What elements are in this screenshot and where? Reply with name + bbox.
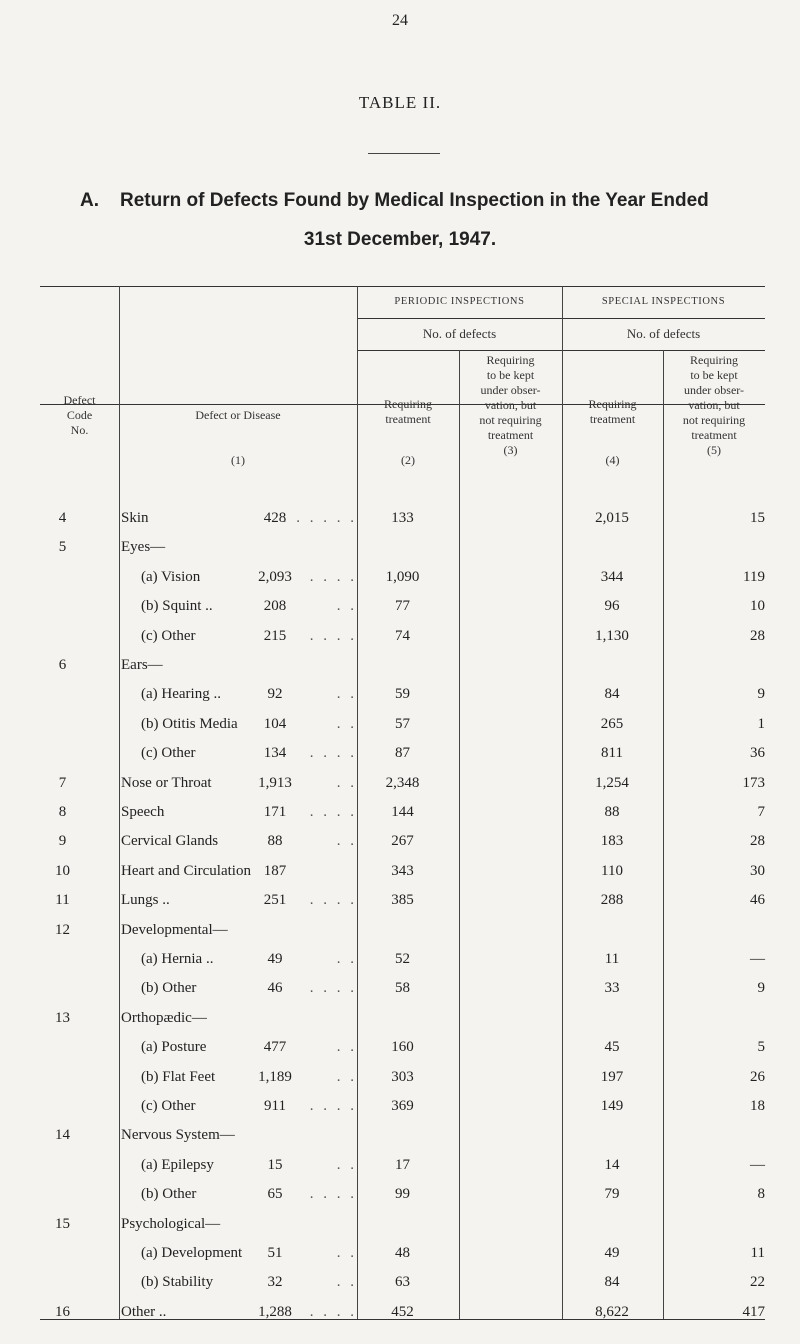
header-observation-periodic xyxy=(459,353,562,458)
special-requiring-treatment: 2,015 xyxy=(595,510,629,526)
defect-name: Cervical Glands xyxy=(121,833,219,849)
periodic-requiring-treatment: 46 xyxy=(267,980,283,996)
special-under-observation: 26 xyxy=(750,1069,765,1085)
defect-name: (c) Other xyxy=(141,628,196,644)
periodic-under-observation: 77 xyxy=(395,598,410,614)
defect-name: (a) Epilepsy xyxy=(141,1157,214,1173)
leader-dots: . . xyxy=(336,775,357,791)
special-requiring-treatment: 84 xyxy=(604,1274,620,1290)
table-row xyxy=(40,1271,765,1294)
header-col-4: (4) xyxy=(605,453,620,467)
defect-name: Eyes— xyxy=(121,539,166,555)
special-requiring-treatment: 49 xyxy=(604,1245,620,1261)
special-requiring-treatment: 84 xyxy=(604,686,620,702)
leader-dots: . . . . . . xyxy=(282,510,357,526)
defect-name: (c) Other xyxy=(141,745,196,761)
special-requiring-treatment: 8,622 xyxy=(595,1304,629,1320)
special-under-observation: 173 xyxy=(742,775,765,791)
table-row xyxy=(40,713,765,736)
special-requiring-treatment: 88 xyxy=(604,804,620,820)
header-col-5: (5) xyxy=(707,443,721,457)
special-under-observation: — xyxy=(750,1157,765,1173)
special-requiring-treatment: 1,254 xyxy=(595,775,629,791)
periodic-under-observation: 267 xyxy=(391,833,414,849)
periodic-under-observation: 48 xyxy=(395,1245,410,1261)
periodic-requiring-treatment: 1,189 xyxy=(258,1069,292,1085)
leader-dots: . . . . xyxy=(309,980,357,996)
table-row xyxy=(40,742,765,765)
defect-name: (a) Vision xyxy=(141,569,201,585)
page-number: 24 xyxy=(392,12,408,29)
header-line: No. xyxy=(70,423,89,437)
leader-dots: . . . . xyxy=(309,1098,357,1114)
special-under-observation: 10 xyxy=(750,598,765,614)
header-col-1: (1) xyxy=(231,453,245,467)
special-under-observation: 5 xyxy=(757,1039,765,1055)
defect-name: (c) Other xyxy=(141,1098,196,1114)
defect-code: 13 xyxy=(55,1010,70,1026)
header-line: vation, but xyxy=(688,398,740,412)
special-under-observation: 46 xyxy=(750,892,765,908)
leader-dots: . . xyxy=(336,716,357,732)
defect-code: 11 xyxy=(55,892,70,908)
table-row xyxy=(40,1183,765,1206)
table-row xyxy=(40,1154,765,1177)
table-row xyxy=(40,889,765,912)
leader-dots: . . xyxy=(336,1069,357,1085)
defect-code: 14 xyxy=(55,1127,70,1143)
table-row xyxy=(40,772,765,795)
periodic-under-observation: 63 xyxy=(395,1274,410,1290)
table-row xyxy=(40,1036,765,1059)
title-divider xyxy=(368,153,440,154)
periodic-under-observation: 385 xyxy=(391,892,414,908)
periodic-requiring-treatment: 1,288 xyxy=(258,1304,292,1320)
table-row xyxy=(40,507,765,530)
periodic-under-observation: 74 xyxy=(395,628,410,644)
header-special-inspections: SPECIAL INSPECTIONS xyxy=(601,296,726,307)
periodic-under-observation: 303 xyxy=(391,1069,414,1085)
header-line: Requiring xyxy=(384,397,432,411)
leader-dots: . . xyxy=(336,1157,357,1173)
special-requiring-treatment: 811 xyxy=(601,745,623,761)
header-line: treatment xyxy=(385,412,431,426)
defect-code: 5 xyxy=(58,539,67,555)
header-line: under obser- xyxy=(683,383,745,397)
header-periodic-inspections: PERIODIC INSPECTIONS xyxy=(394,296,525,307)
special-under-observation: 36 xyxy=(750,745,765,761)
periodic-under-observation: 343 xyxy=(391,863,414,879)
special-requiring-treatment: 79 xyxy=(604,1186,620,1202)
special-under-observation: 1 xyxy=(757,716,765,732)
subheader-rule xyxy=(357,350,765,351)
table-row xyxy=(40,1301,765,1324)
periodic-requiring-treatment: 911 xyxy=(264,1098,286,1114)
header-no-of-defects-special: No. of defects xyxy=(626,326,701,341)
periodic-requiring-treatment: 51 xyxy=(267,1245,283,1261)
defect-name: (a) Development xyxy=(141,1245,243,1261)
periodic-requiring-treatment: 134 xyxy=(263,745,287,761)
leader-dots: . . . . xyxy=(309,745,357,761)
header-col-3: (3) xyxy=(503,443,518,457)
periodic-requiring-treatment: 2,093 xyxy=(258,569,292,585)
periodic-requiring-treatment: 171 xyxy=(263,804,287,820)
periodic-requiring-treatment: 187 xyxy=(263,863,287,879)
defect-name: (b) Other xyxy=(141,1186,197,1202)
special-requiring-treatment: 96 xyxy=(604,598,620,614)
periodic-requiring-treatment: 92 xyxy=(267,686,283,702)
defect-name: (b) Squint .. xyxy=(141,598,213,614)
header-observation-special xyxy=(663,353,765,458)
defect-name: Psychological— xyxy=(121,1216,221,1232)
special-requiring-treatment: 265 xyxy=(600,716,624,732)
special-requiring-treatment: 1,130 xyxy=(595,628,629,644)
leader-dots: . . . . xyxy=(309,628,357,644)
periodic-under-observation: 160 xyxy=(391,1039,414,1055)
table-row xyxy=(40,948,765,971)
defect-name: Heart and Circulation xyxy=(121,863,251,879)
defect-name: (b) Otitis Media xyxy=(141,716,238,732)
periodic-under-observation: 87 xyxy=(395,745,410,761)
special-requiring-treatment: 344 xyxy=(600,569,624,585)
defect-code: 15 xyxy=(55,1216,70,1232)
defect-code: 10 xyxy=(55,863,70,879)
table-row xyxy=(40,1213,765,1236)
special-under-observation: 30 xyxy=(750,863,765,879)
periodic-requiring-treatment: 104 xyxy=(263,716,287,732)
table-row xyxy=(40,801,765,824)
table-title-line1 xyxy=(80,190,760,212)
periodic-under-observation: 17 xyxy=(395,1157,410,1173)
header-line: Requiring xyxy=(588,397,637,411)
periodic-requiring-treatment: 251 xyxy=(263,892,287,908)
title-text: Return of Defects Found by Medical Inspection in the Year Ended xyxy=(120,190,709,211)
defect-code: 9 xyxy=(58,833,67,849)
special-requiring-treatment: 197 xyxy=(600,1069,624,1085)
leader-dots: . . xyxy=(336,1039,357,1055)
periodic-requiring-treatment: 65 xyxy=(267,1186,283,1202)
header-line: Requiring xyxy=(690,353,738,367)
table-title-line2: 31st December, 1947. xyxy=(303,229,497,250)
table-row xyxy=(40,1242,765,1265)
defect-name: Orthopædic— xyxy=(121,1010,207,1026)
periodic-requiring-treatment: 477 xyxy=(263,1039,287,1055)
periodic-under-observation: 57 xyxy=(395,716,410,732)
special-requiring-treatment: 288 xyxy=(600,892,624,908)
leader-dots: . . . . xyxy=(309,1186,357,1202)
defect-code: 7 xyxy=(58,775,67,791)
periodic-under-observation: 1,090 xyxy=(385,569,420,585)
special-under-observation: 119 xyxy=(743,569,765,585)
periodic-under-observation: 59 xyxy=(395,686,410,702)
special-requiring-treatment: 14 xyxy=(604,1157,620,1173)
defect-name: Speech xyxy=(121,804,165,820)
header-line: treatment xyxy=(691,428,737,442)
periodic-requiring-treatment: 208 xyxy=(263,598,287,614)
defect-code: 16 xyxy=(55,1304,70,1320)
defect-name: (b) Flat Feet xyxy=(141,1069,216,1085)
leader-dots: . . xyxy=(336,833,357,849)
special-under-observation: 28 xyxy=(750,833,765,849)
periodic-requiring-treatment: 428 xyxy=(263,510,287,526)
header-line: vation, but xyxy=(484,398,537,412)
defect-code: 8 xyxy=(58,804,67,820)
table-row xyxy=(40,654,765,677)
special-requiring-treatment: 110 xyxy=(601,863,623,879)
defect-name: Ears— xyxy=(121,657,163,673)
special-under-observation: 8 xyxy=(757,1186,765,1202)
leader-dots: . . . . xyxy=(309,804,357,820)
special-under-observation: 22 xyxy=(750,1274,765,1290)
table-row xyxy=(40,919,765,942)
leader-dots: . . xyxy=(336,686,357,702)
header-requiring-treatment-special xyxy=(562,397,663,427)
header-line: to be kept xyxy=(486,368,535,382)
defect-code: 12 xyxy=(55,922,70,938)
defect-name: Nervous System— xyxy=(121,1127,235,1143)
table-row xyxy=(40,536,765,559)
leader-dots: . . xyxy=(336,1245,357,1261)
periodic-under-observation: 99 xyxy=(395,1186,410,1202)
defect-name: Lungs .. xyxy=(121,892,170,908)
periodic-requiring-treatment: 1,913 xyxy=(258,775,292,791)
periodic-requiring-treatment: 15 xyxy=(267,1157,283,1173)
special-under-observation: 9 xyxy=(757,686,765,702)
header-line: not requiring xyxy=(682,413,746,427)
periodic-requiring-treatment: 88 xyxy=(267,833,283,849)
leader-dots: . . xyxy=(336,1274,357,1290)
table-row xyxy=(40,1066,765,1089)
periodic-under-observation: 369 xyxy=(391,1098,414,1114)
table-row xyxy=(40,595,765,618)
table-row xyxy=(40,977,765,1000)
defect-name: Skin xyxy=(121,510,149,526)
header-no-of-defects-periodic: No. of defects xyxy=(422,326,497,341)
header-line: Code xyxy=(66,408,93,422)
periodic-under-observation: 133 xyxy=(391,510,414,526)
section-letter: A. xyxy=(80,190,99,211)
table-row xyxy=(40,625,765,648)
defect-name: (a) Posture xyxy=(141,1039,207,1055)
special-requiring-treatment: 33 xyxy=(604,980,620,996)
special-requiring-treatment: 11 xyxy=(604,951,620,967)
periodic-requiring-treatment: 32 xyxy=(267,1274,283,1290)
special-requiring-treatment: 45 xyxy=(604,1039,620,1055)
periodic-requiring-treatment: 215 xyxy=(263,628,287,644)
special-under-observation: 7 xyxy=(757,804,765,820)
header-defect-or-disease: Defect or Disease xyxy=(195,408,281,422)
header-line: under obser- xyxy=(480,383,541,397)
header-line: treatment xyxy=(487,428,534,442)
header-defect-code xyxy=(40,393,119,438)
table-row xyxy=(40,566,765,589)
defect-name: (b) Stability xyxy=(141,1274,214,1290)
leader-dots: . . . . xyxy=(309,1304,357,1320)
header-line: to be kept xyxy=(690,368,738,382)
table-row xyxy=(40,830,765,853)
header-line: treatment xyxy=(589,412,636,426)
leader-dots: . . xyxy=(336,951,357,967)
special-under-observation: — xyxy=(750,951,765,967)
defect-code: 4 xyxy=(58,510,67,526)
defect-name: Nose or Throat xyxy=(121,775,212,791)
table-label: TABLE II. xyxy=(358,93,442,112)
defect-name: Developmental— xyxy=(121,922,228,938)
header-line: not requiring xyxy=(479,413,542,427)
special-requiring-treatment: 149 xyxy=(600,1098,624,1114)
special-under-observation: 9 xyxy=(757,980,765,996)
periodic-under-observation: 452 xyxy=(391,1304,414,1320)
defect-name: (a) Hearing .. xyxy=(141,686,221,702)
defect-name: (a) Hernia .. xyxy=(141,951,214,967)
special-under-observation: 15 xyxy=(750,510,765,526)
header-requiring-treatment xyxy=(357,397,459,427)
table-row xyxy=(40,1007,765,1030)
table-row xyxy=(40,860,765,883)
periodic-under-observation: 2,348 xyxy=(385,775,420,791)
table-row xyxy=(40,1124,765,1147)
periodic-under-observation: 58 xyxy=(395,980,410,996)
special-under-observation: 18 xyxy=(750,1098,765,1114)
special-requiring-treatment: 183 xyxy=(600,833,624,849)
special-under-observation: 28 xyxy=(750,628,765,644)
group-header-rule xyxy=(357,318,765,319)
leader-dots: . . . . xyxy=(309,569,357,585)
special-under-observation: 11 xyxy=(750,1245,765,1261)
periodic-requiring-treatment: 49 xyxy=(267,951,283,967)
defect-name: (b) Other xyxy=(141,980,197,996)
header-line: Defect xyxy=(63,393,96,407)
table-row xyxy=(40,683,765,706)
header-line: Requiring xyxy=(486,353,535,367)
defect-name: Other .. xyxy=(121,1304,167,1320)
table-row xyxy=(40,1095,765,1118)
special-under-observation: 417 xyxy=(742,1304,765,1320)
periodic-under-observation: 144 xyxy=(391,804,414,820)
periodic-under-observation: 52 xyxy=(395,951,410,967)
leader-dots: . . xyxy=(336,598,357,614)
header-col-2: (2) xyxy=(401,453,415,467)
table-top-rule xyxy=(40,286,765,287)
leader-dots: . . . . xyxy=(309,892,357,908)
defect-code: 6 xyxy=(58,657,67,673)
